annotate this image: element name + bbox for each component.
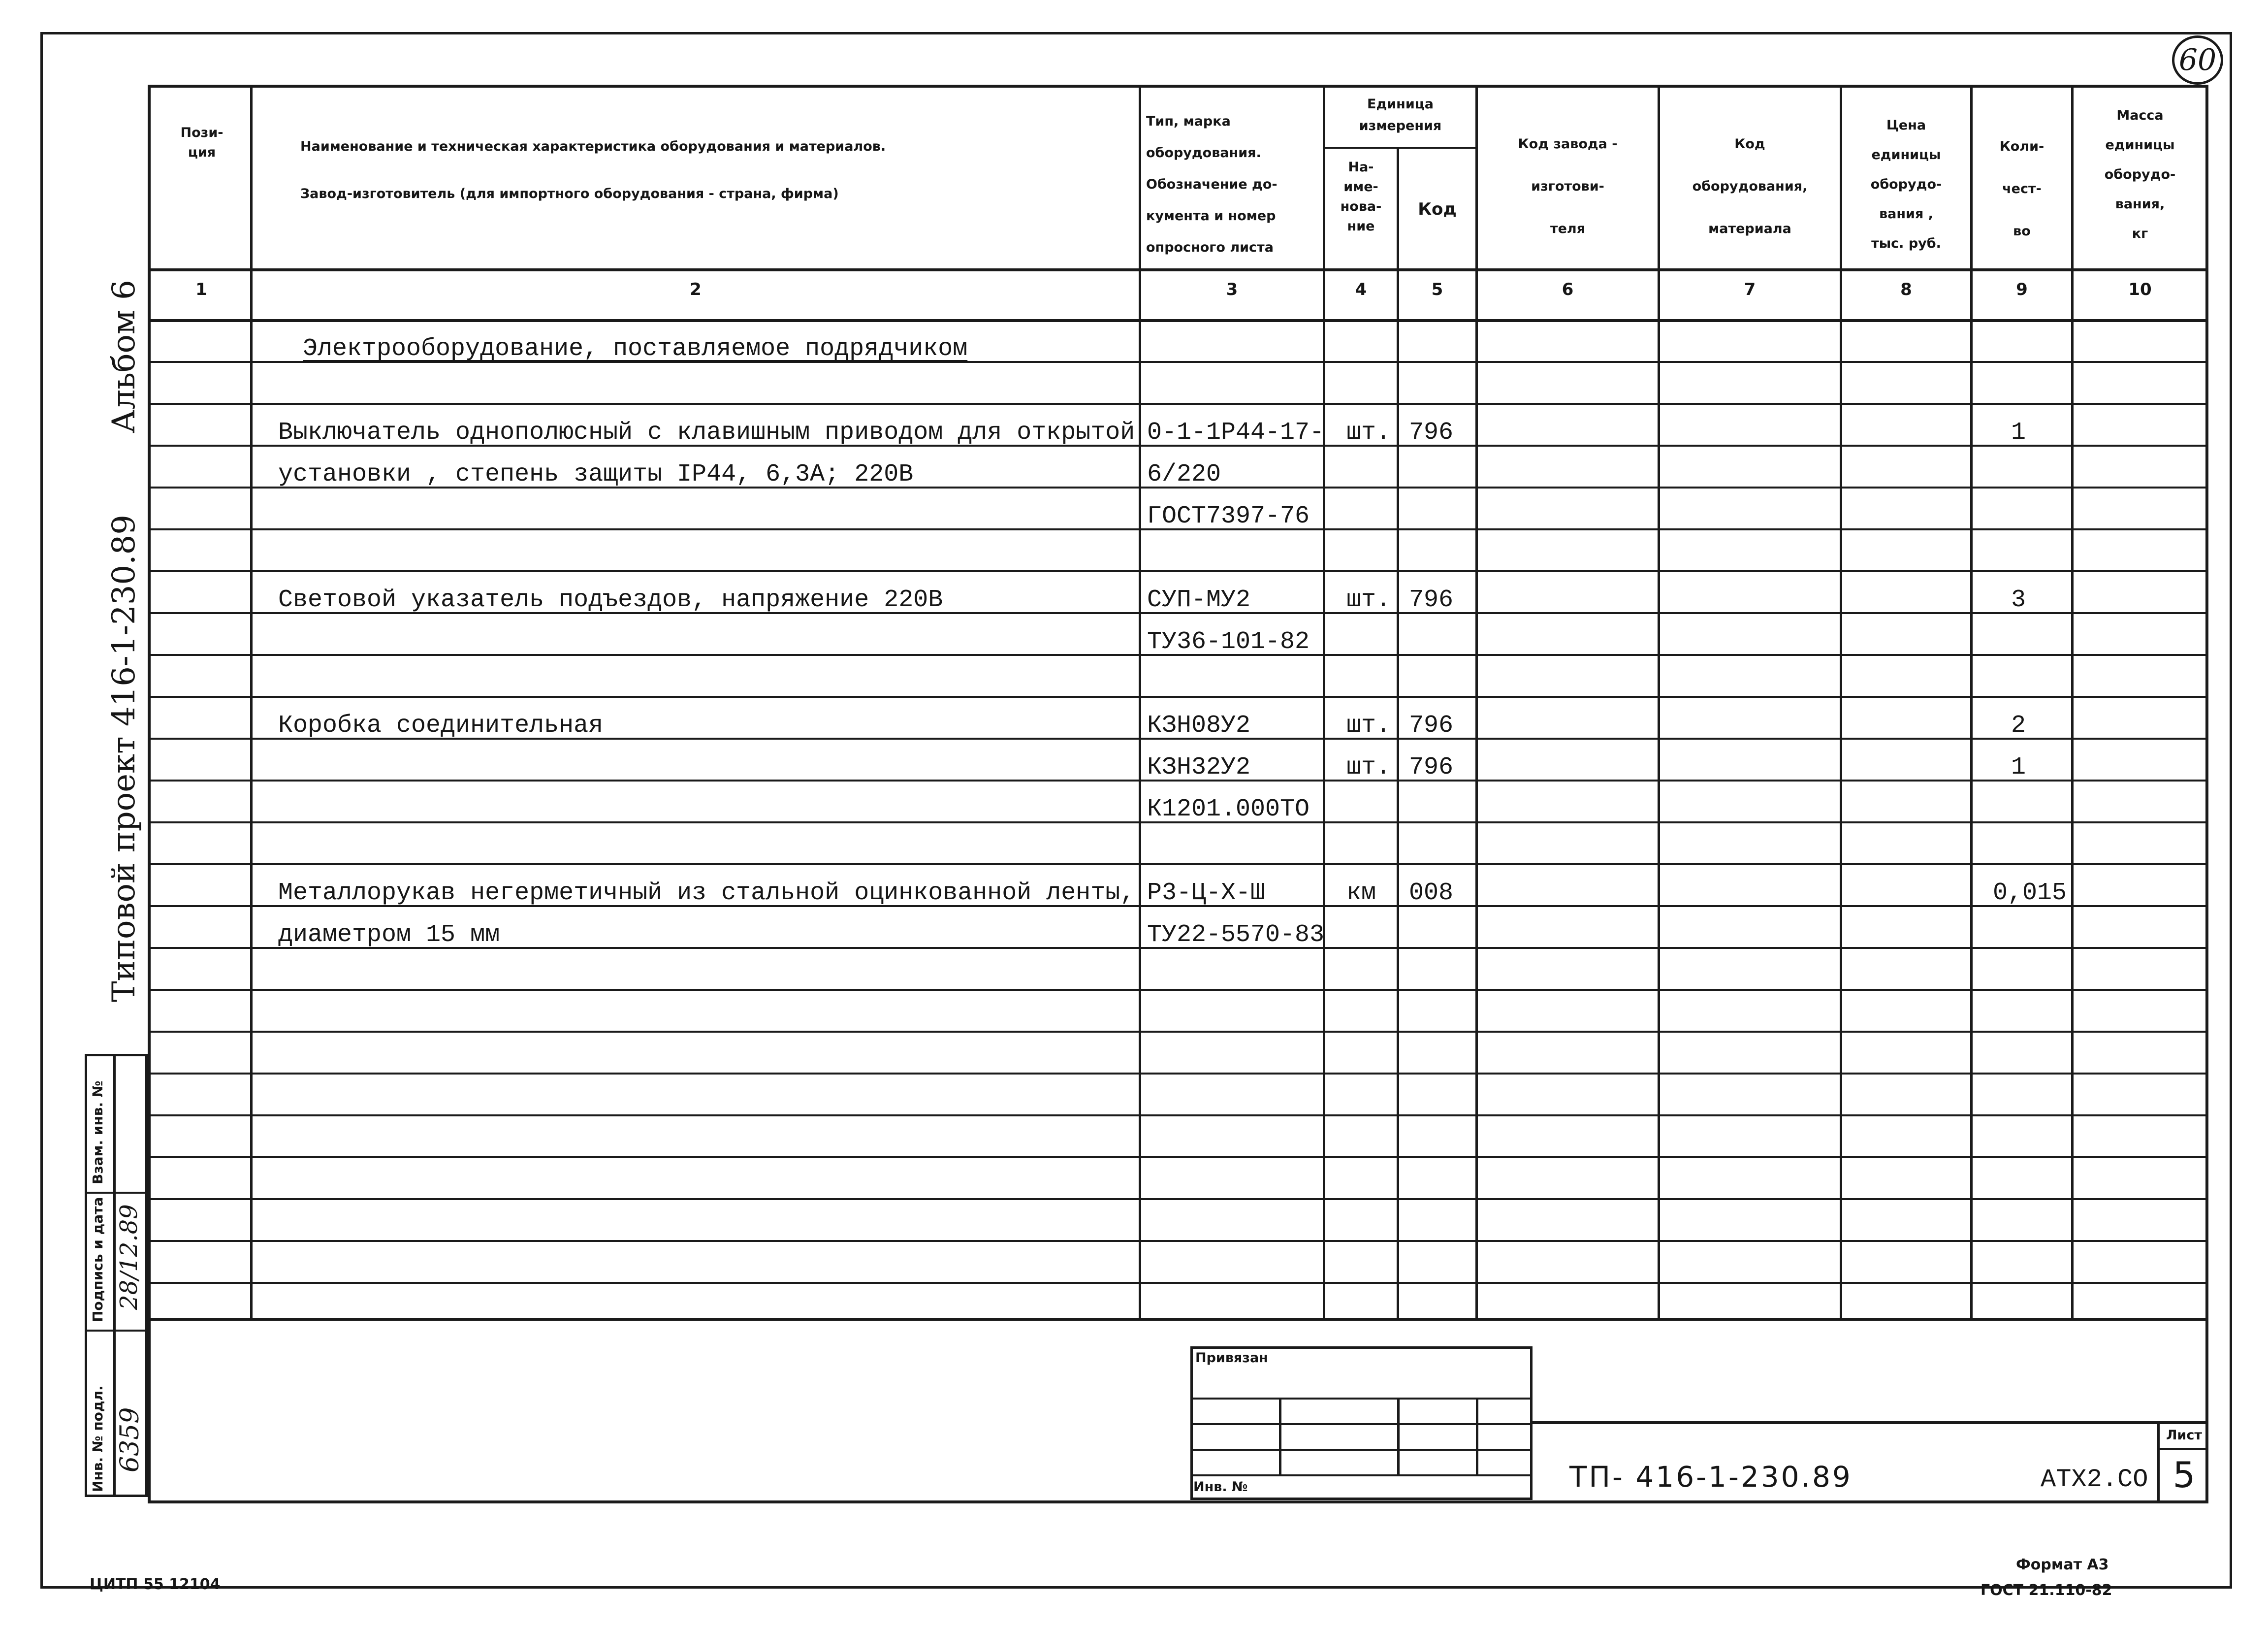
stamp-podpis-value: 28/12.89 [115, 1204, 143, 1310]
privyazan-label: Привязан [1195, 1350, 1268, 1366]
stamp-inv-label: Инв. № подл. [90, 1385, 106, 1492]
row-type: Р3-Ц-Х-Ш [1147, 879, 1266, 907]
header-name: Наименование и техническая характеристика оборудования и материалов. Завод-изготовитель (для импортного оборудования - страна, фирма) [300, 139, 886, 201]
row-qty: 2 [2011, 712, 2026, 740]
row-unit-code: 796 [1409, 712, 1454, 740]
col-num-2: 2 [690, 280, 702, 299]
row-name: Световой указатель подъездов, напряжение 220В [278, 586, 943, 614]
col-num-8: 8 [1900, 280, 1912, 299]
sheet-label: Лист [2166, 1428, 2202, 1443]
row-type: ГОСТ7397-76 [1147, 502, 1310, 530]
header-qty: Коли- чест- во [1999, 139, 2044, 239]
row-qty: 3 [2011, 586, 2026, 614]
row-unit: шт. [1346, 712, 1391, 740]
row-name: Выключатель однополюсный с клавишным приводом для открытой [278, 419, 1135, 447]
row-qty: 1 [2011, 419, 2026, 447]
header-maker-code: Код завода - изготови- теля [1518, 136, 1618, 236]
project-label: Типовой проект 416-1-230.89 [106, 515, 142, 1002]
row-name: Металлорукав негерметичный из стальной оцинкованной ленты, [278, 879, 1135, 907]
header-unit-group: Единица измерения [1359, 97, 1442, 133]
page-number-circle [2172, 35, 2223, 85]
col-num-9: 9 [2016, 280, 2028, 299]
col-num-3: 3 [1226, 280, 1238, 299]
footer-gost: ГОСТ 21.110-82 [1981, 1582, 2112, 1599]
header-unit-code: Код [1418, 199, 1457, 219]
page-number: 60 [2178, 43, 2217, 77]
row-type: К1201.000ТО [1147, 795, 1310, 823]
row-unit-code: 796 [1409, 753, 1454, 782]
doc-mark: АТХ2.СО [2041, 1465, 2148, 1494]
col-num-10: 10 [2128, 280, 2152, 299]
footer-format: Формат А3 [2016, 1556, 2109, 1573]
row-unit-code: 796 [1409, 419, 1454, 447]
row-type: КЗН08У2 [1147, 712, 1251, 740]
row-unit: шт. [1346, 419, 1391, 447]
row-qty: 0,015 [1993, 879, 2067, 907]
row-unit: шт. [1346, 753, 1391, 782]
stamp-podpis-label: Подпись и дата [90, 1197, 106, 1322]
col-num-1: 1 [195, 280, 207, 299]
col-num-4: 4 [1355, 280, 1367, 299]
row-type: КЗН32У2 [1147, 753, 1251, 782]
row-unit: км [1346, 879, 1376, 907]
col-num-6: 6 [1562, 280, 1574, 299]
row-qty: 1 [2011, 753, 2026, 782]
header-mass: Масса единицы оборудо- вания, кг [2104, 108, 2176, 241]
row-unit: шт. [1346, 586, 1391, 614]
row-type: ТУ36-101-82 [1147, 628, 1310, 656]
row-name: Коробка соединительная [278, 712, 604, 740]
section-title: Электрооборудование, поставляемое подрядчиком [303, 335, 968, 363]
header-unit-name: На- име- нова- ние [1340, 160, 1382, 234]
row-unit-code: 008 [1409, 879, 1454, 907]
stamp-inv-value: 6359 [115, 1407, 145, 1472]
row-type: СУП-МУ2 [1147, 586, 1251, 614]
row-type: 6/220 [1147, 460, 1221, 489]
row-type: ТУ22-5570-83 [1147, 921, 1325, 949]
footer-left: ЦИТП 55 12104 [90, 1576, 221, 1593]
header-type: Тип, марка оборудования. Обозначение до- кумента и номер опросного листа [1146, 114, 1278, 255]
row-type: 0-1-1Р44-17- [1147, 419, 1325, 447]
row-name: диаметром 15 мм [278, 921, 500, 949]
row-unit-code: 796 [1409, 586, 1454, 614]
col-num-5: 5 [1431, 280, 1443, 299]
inv-no-label: Инв. № [1193, 1479, 1248, 1495]
header-price: Цена единицы оборудо- вания , тыс. руб. [1870, 118, 1942, 251]
stamp-vzam-label: Взам. инв. № [90, 1080, 106, 1184]
doc-code: ТП- 416-1-230.89 [1569, 1460, 1853, 1494]
sheet-number: 5 [2172, 1454, 2196, 1496]
album-label: Альбом 6 [106, 280, 142, 433]
row-name: установки , степень защиты IP44, 6,3А; 220В [278, 460, 914, 489]
col-num-7: 7 [1744, 280, 1756, 299]
header-position: Пози- ция [180, 125, 224, 160]
header-equip-code: Код оборудования, материала [1692, 136, 1808, 236]
